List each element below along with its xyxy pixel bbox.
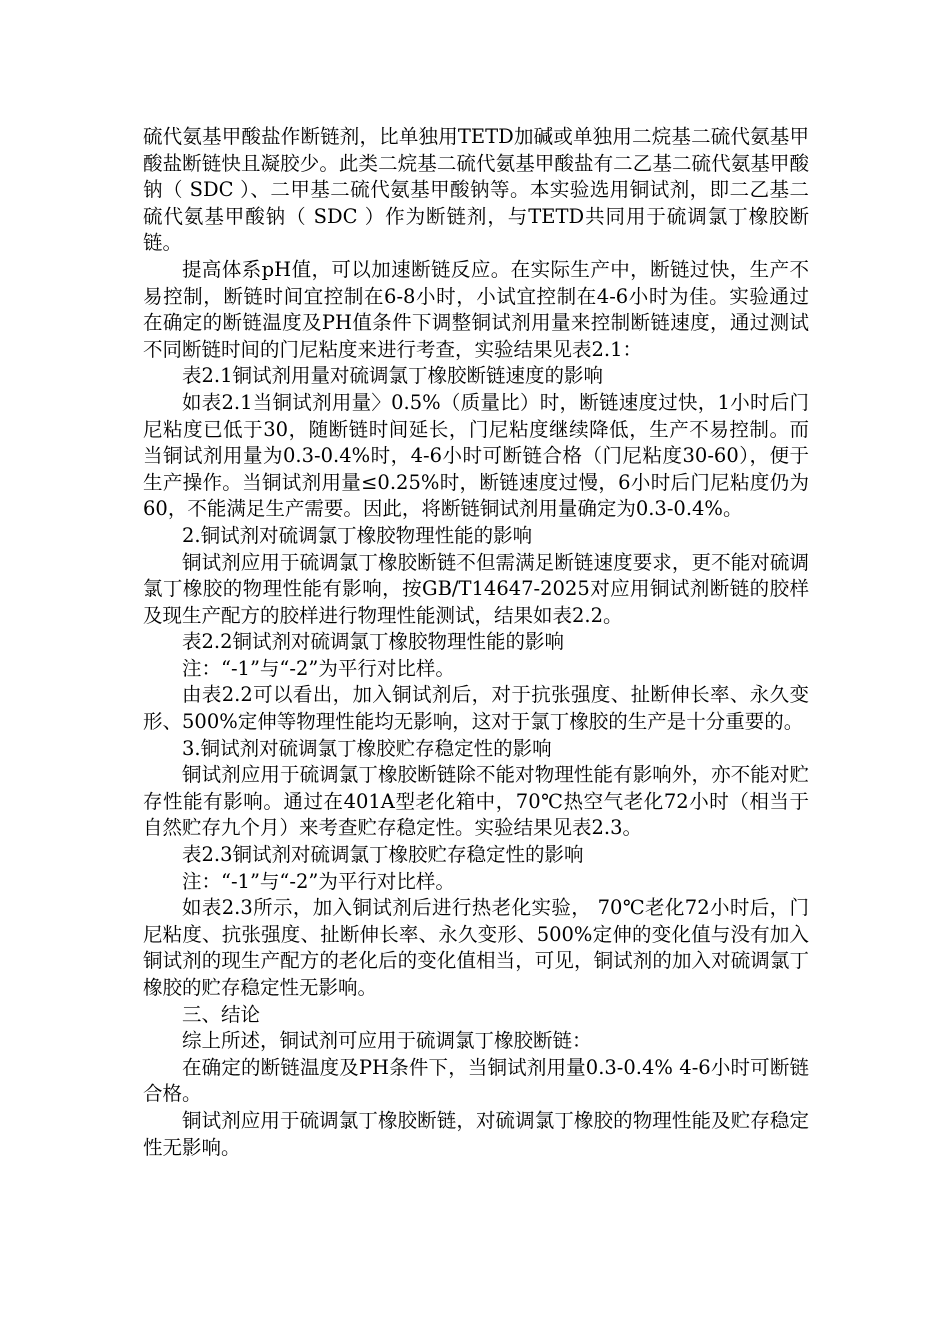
conclusion-point-1: 在确定的断链温度及PH条件下，当铜试剂用量0.3-0.4% 4-6小时可断链合格。 — [143, 1055, 809, 1106]
paragraph-table-2-2-analysis: 由表2.2可以看出，加入铜试剂后，对于抗张强度、扯断伸长率、永久变形、500%定伸等物理性能均无影响，这对于氯丁橡胶的生产是十分重要的。 — [143, 683, 809, 734]
paragraph-ph-control: 提高体系pH值，可以加速断链反应。在实际生产中，断链过快，生产不易控制，断链时间宜控制在6-8小时，小试宜控制在4-6小时为佳。实验通过在确定的断链温度及PH值条件下调整铜试剂用量来控制断链速度，通过测试不同断链时间的门尼粘度来进行考查，实验结果见表2.1： — [143, 257, 809, 361]
document-body — [143, 124, 809, 1161]
paragraph-intro-continuation: 硫代氨基甲酸盐作断链剂，比单独用TETD加碱或单独用二烷基二硫代氨基甲酸盐断链快且凝胶少。此类二烷基二硫代氨基甲酸盐有二乙基二硫代氨基甲酸钠（ SDC ）、二甲基二硫代氨基甲酸钠等。本实验选用铜试剂，即二乙基二硫代氨基甲酸钠（ SDC ）作为断链剂，与TETD共同用于硫调氯丁橡胶断链。 — [143, 125, 809, 255]
paragraph-physical-properties: 铜试剂应用于硫调氯丁橡胶断链不但需满足断链速度要求，更不能对硫调氯丁橡胶的物理性能有影响，按GB/T14647-2025对应用铜试剂断链的胶样及现生产配方的胶样进行物理性能测试，结果如表2.2。 — [143, 550, 809, 627]
section-heading-2: 2.铜试剂对硫调氯丁橡胶物理性能的影响 — [182, 523, 533, 547]
conclusion-summary: 综上所述，铜试剂可应用于硫调氯丁橡胶断链： — [182, 1029, 592, 1053]
paragraph-table-2-1-analysis: 如表2.1当铜试剂用量〉0.5%（质量比）时，断链速度过快，1小时后门尼粘度已低于30，随断链时间延长，门尼粘度继续降低，生产不易控制。而当铜试剂用量为0.3-0.4%时，4-6小时可断链合格（门尼粘度30-60），便于生产操作。当铜试剂用量≤0.25%时，断链速度过慢，6小时后门尼粘度仍为60，不能满足生产需要。因此，将断链铜试剂用量确定为0.3-0.4%。 — [143, 390, 809, 521]
paragraph-storage-stability: 铜试剂应用于硫调氯丁橡胶断链除不能对物理性能有影响外，亦不能对贮存性能有影响。通过在401A型老化箱中，70℃热空气老化72小时（相当于自然贮存九个月）来考查贮存稳定性。实验结果见表2.3。 — [143, 763, 809, 840]
table-caption-2-2: 表2.2铜试剂对硫调氯丁橡胶物理性能的影响 — [182, 630, 565, 654]
table-note-2-3: 注：“-1”与“-2”为平行对比样。 — [182, 869, 455, 893]
conclusion-heading: 三、结论 — [182, 1002, 261, 1026]
table-note-2-2: 注：“-1”与“-2”为平行对比样。 — [182, 656, 455, 680]
table-caption-2-3: 表2.3铜试剂对硫调氯丁橡胶贮存稳定性的影响 — [182, 843, 584, 867]
paragraph-table-2-3-analysis: 如表2.3所示，加入铜试剂后进行热老化实验， 70℃老化72小时后，门尼粘度、抗张强度、扯断伸长率、永久变形、500%定伸的变化值与没有加入铜试剂的现生产配方的老化后的变化值相当，可见，铜试剂的加入对硫调氯丁橡胶的贮存稳定性无影响。 — [143, 896, 809, 999]
table-caption-2-1: 表2.1铜试剂用量对硫调氯丁橡胶断链速度的影响 — [182, 364, 604, 388]
section-heading-3: 3.铜试剂对硫调氯丁橡胶贮存稳定性的影响 — [182, 736, 552, 760]
conclusion-point-2: 铜试剂应用于硫调氯丁橡胶断链，对硫调氯丁橡胶的物理性能及贮存稳定性无影响。 — [143, 1108, 809, 1159]
